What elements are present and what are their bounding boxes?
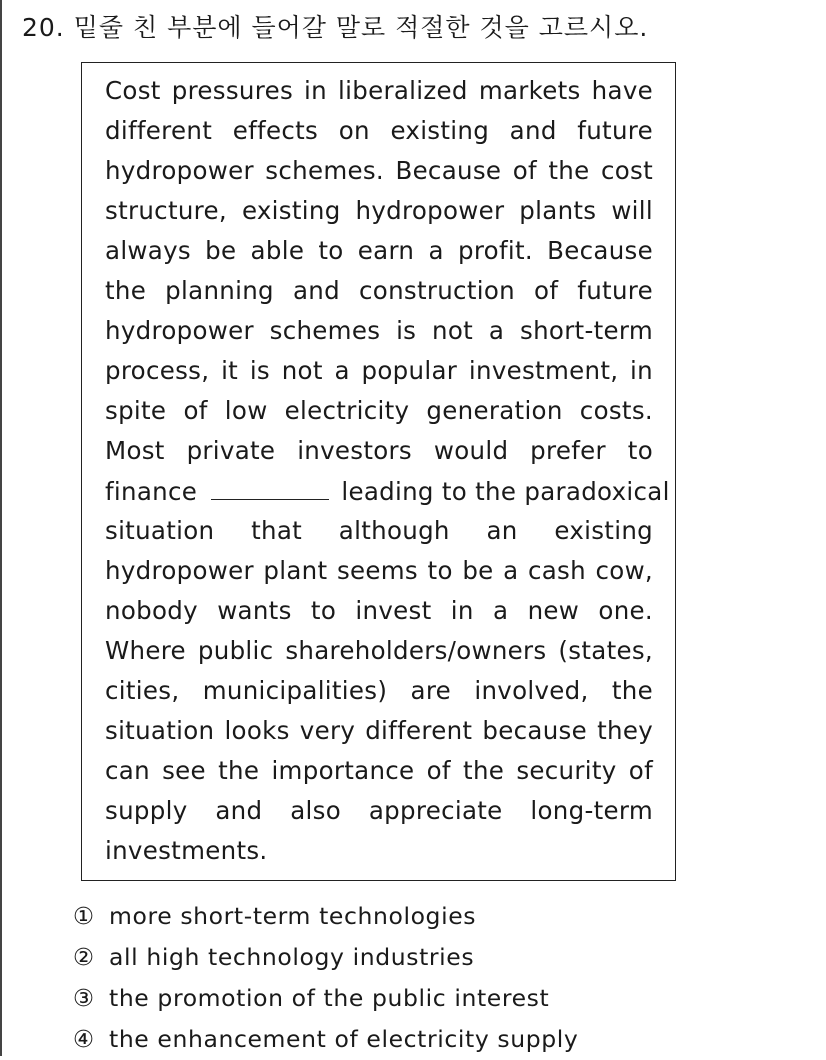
passage-line: Cost pressures in liberalized markets have — [105, 76, 653, 105]
blank-before-text: finance — [105, 477, 198, 506]
option-text: the enhancement of electricity supply — [109, 1025, 579, 1053]
option-3[interactable] — [73, 978, 578, 1019]
passage-line: situation that although an existing — [105, 516, 653, 545]
passage-line: cities, municipalities) are involved, the — [105, 676, 653, 705]
question-instruction: 밑줄 친 부분에 들어갈 말로 적절한 것을 고르시오. — [73, 13, 649, 42]
passage-line: hydropower schemes. Because of the cost — [105, 156, 653, 185]
passage-text — [105, 71, 670, 871]
passage-line: hydropower plant seems to be a cash cow, — [105, 556, 653, 585]
passage-line-with-blank — [105, 471, 670, 511]
question-header — [22, 8, 648, 48]
answer-options — [73, 896, 578, 1060]
option-number: ④ — [73, 1025, 95, 1053]
passage-line: different effects on existing and future — [105, 116, 653, 145]
passage-line: process, it is not a popular investment, in — [105, 356, 653, 385]
passage-line: the planning and construction of future — [105, 276, 653, 305]
passage-line: spite of low electricity generation costs. — [105, 396, 653, 425]
option-4[interactable] — [73, 1019, 578, 1060]
passage-line: investments. — [105, 836, 268, 865]
passage-line: situation looks very different because they — [105, 716, 653, 745]
option-number: ③ — [73, 984, 95, 1012]
option-text: the promotion of the public interest — [109, 984, 550, 1012]
passage-line: always be able to earn a profit. Because — [105, 236, 653, 265]
passage-line: Most private investors would prefer to — [105, 436, 653, 465]
option-2[interactable] — [73, 937, 578, 978]
option-number: ① — [73, 902, 95, 930]
passage-line: nobody wants to invest in a new one. — [105, 596, 653, 625]
passage-line: Where public shareholders/owners (states, — [105, 636, 653, 665]
option-number: ② — [73, 943, 95, 971]
option-text: all high technology industries — [109, 943, 475, 971]
passage-line: structure, existing hydropower plants will — [105, 196, 653, 225]
answer-blank — [211, 471, 329, 500]
passage-line: hydropower schemes is not a short-term — [105, 316, 653, 345]
question-number: 20. — [22, 13, 65, 42]
passage-line: supply and also appreciate long-term — [105, 796, 653, 825]
passage-box — [81, 62, 676, 881]
passage-line: can see the importance of the security of — [105, 756, 653, 785]
option-1[interactable] — [73, 896, 578, 937]
option-text: more short-term technologies — [109, 902, 477, 930]
blank-after-text: leading to the paradoxical — [341, 477, 670, 506]
